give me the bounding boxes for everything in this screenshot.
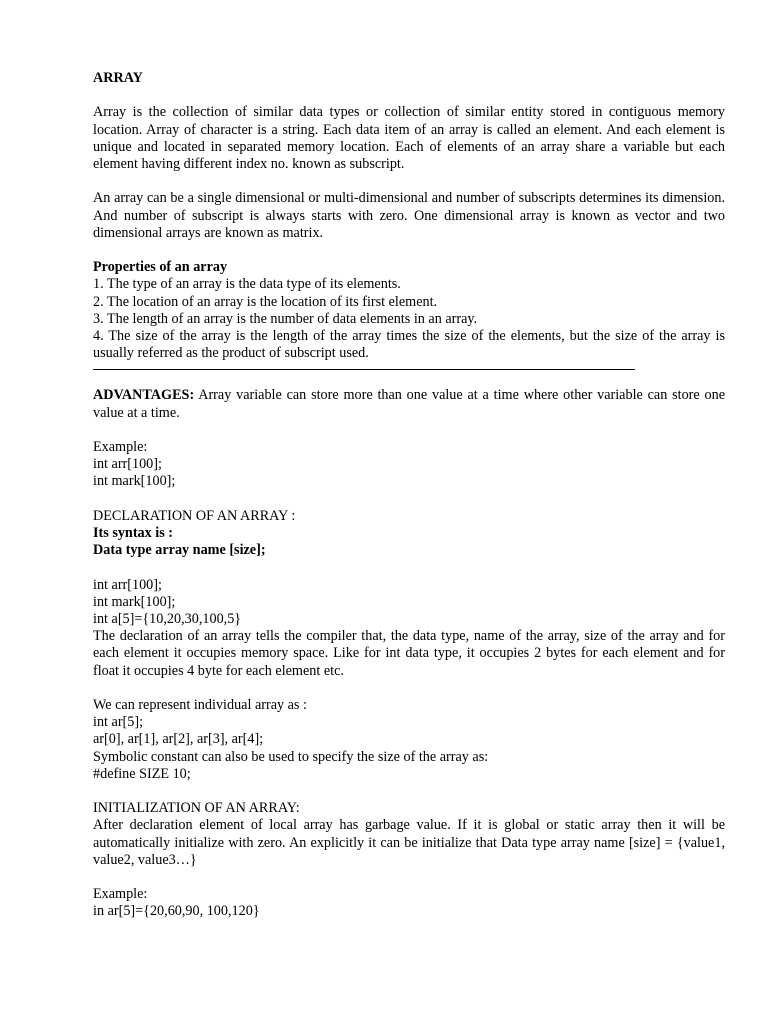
spacer xyxy=(93,87,725,104)
intro-paragraph-1: Array is the collection of similar data types or collection of similar entity stored in contiguous memory location. Array of character is a string. Each data item of an array is called an element. And each element is unique and located in separated memory location. Each of elements of an array share a variable but each element having different index no. known as subscript. xyxy=(93,104,725,172)
spacer xyxy=(93,378,725,387)
document-page xyxy=(93,70,725,921)
code-line: int arr[100]; xyxy=(93,576,162,593)
properties-heading: Properties of an array xyxy=(93,259,228,276)
spacer xyxy=(93,559,725,576)
section-divider xyxy=(93,369,635,370)
declaration-explanation: The declaration of an array tells the compiler that, the data type, name of the array, size of the array and for each element it occupies memory space. Like for int data type, it occupies 2 bytes for each element and for float it occupies 4 byte for each element etc. xyxy=(93,628,725,679)
syntax-line: Data type array name [size]; xyxy=(93,542,266,559)
example-label: Example: xyxy=(93,886,148,903)
symbolic-constant-text: Symbolic constant can also be used to specify the size of the array as: xyxy=(93,748,489,765)
code-line: int mark[100]; xyxy=(93,593,176,610)
property-item: 4. The size of the array is the length of the array times the size of the elements, but the size of the array is usually referred as the product of subscript used. xyxy=(93,328,725,362)
intro-paragraph-2: An array can be a single dimensional or multi-dimensional and number of subscripts determines its dimension. And number of subscript is always starts with zero. One dimensional array is known as vector and two dimensional arrays are known as matrix. xyxy=(93,190,725,241)
code-line: in ar[5]={20,60,90, 100,120} xyxy=(93,903,260,920)
advantages-paragraph xyxy=(93,387,725,421)
advantages-label: ADVANTAGES: xyxy=(93,387,195,404)
code-line: int arr[100]; xyxy=(93,456,162,473)
spacer xyxy=(93,173,725,190)
property-item: 3. The length of an array is the number of data elements in an array. xyxy=(93,310,478,327)
spacer xyxy=(93,422,725,439)
initialization-text: After declaration element of local array has garbage value. If it is global or static array then it will be automatically initialize with zero. An explicitly it can be initialize that Data type array name [size] = {value1, value2, value3…} xyxy=(93,817,725,868)
initialization-heading: INITIALIZATION OF AN ARRAY: xyxy=(93,800,300,817)
document-title: ARRAY xyxy=(93,70,143,86)
spacer xyxy=(93,869,725,886)
syntax-label: Its syntax is : xyxy=(93,525,174,541)
spacer xyxy=(93,783,725,800)
spacer xyxy=(93,242,725,259)
example-label: Example: xyxy=(93,439,148,455)
spacer xyxy=(93,491,725,508)
code-line: int mark[100]; xyxy=(93,473,176,490)
property-item: 1. The type of an array is the data type of its elements. xyxy=(93,276,401,293)
code-line: int ar[5]; xyxy=(93,714,144,731)
property-item: 2. The location of an array is the location of its first element. xyxy=(93,293,438,310)
declaration-heading: DECLARATION OF AN ARRAY : xyxy=(93,507,296,524)
code-line: ar[0], ar[1], ar[2], ar[3], ar[4]; xyxy=(93,731,264,748)
advantages-text: Array variable can store more than one value at a time where other variable can store one value at a time. xyxy=(93,387,725,421)
code-line: int a[5]={10,20,30,100,5} xyxy=(93,611,242,627)
define-line: #define SIZE 10; xyxy=(93,765,191,782)
individual-array-intro: We can represent individual array as : xyxy=(93,697,307,713)
spacer xyxy=(93,680,725,697)
